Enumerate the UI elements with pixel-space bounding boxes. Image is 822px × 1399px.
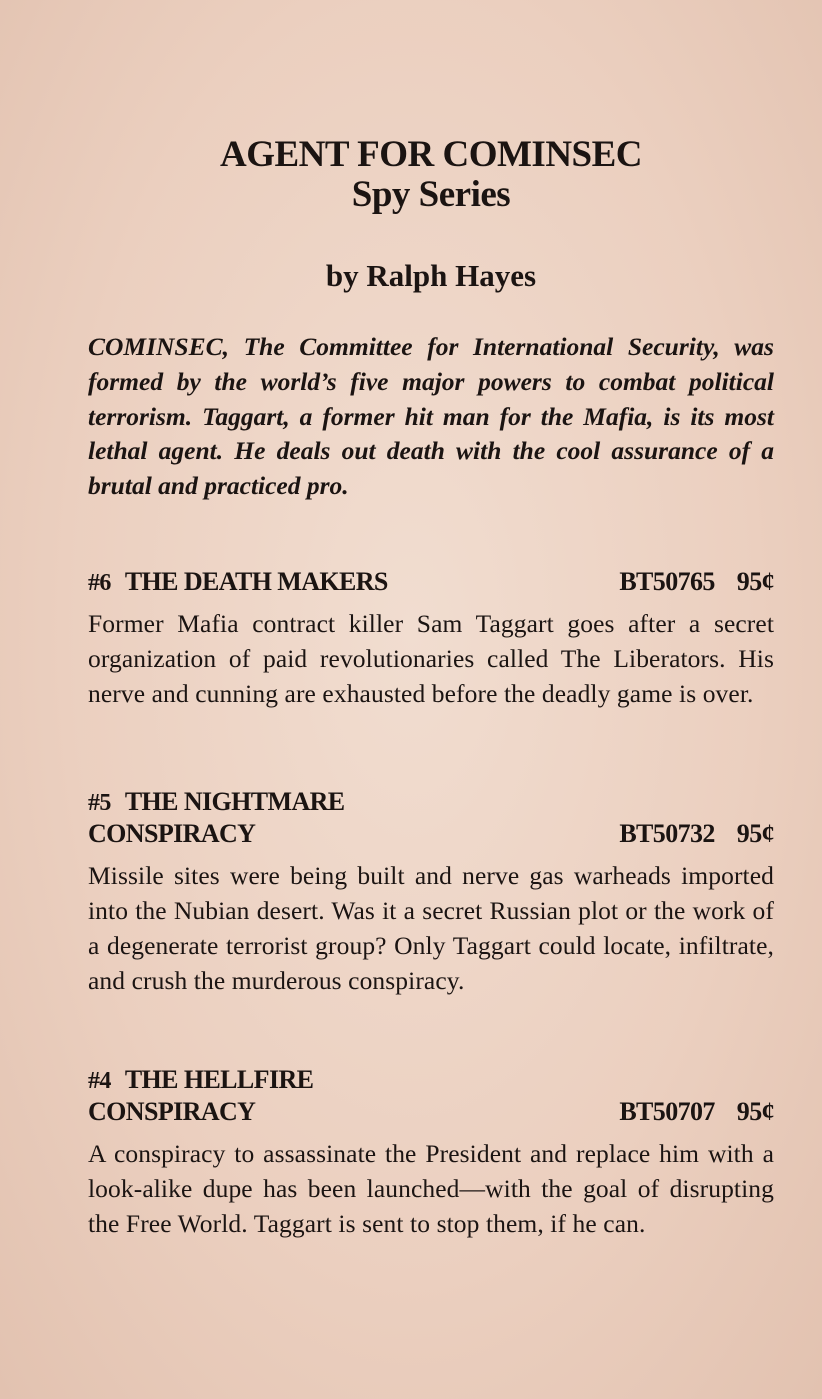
book-code: BT50765 (619, 567, 715, 596)
book-heading (88, 786, 774, 850)
book-title-line1: THE HELLFIRE (124, 1065, 314, 1094)
book-entry-5 (88, 786, 774, 998)
book-description: A conspiracy to assassinate the President and replace him with a look-alike dupe has been launched—with the goal of disrupting the Free World. Taggart is sent to stop them, if he can. (88, 1139, 774, 1238)
book-price: 95¢ (736, 1097, 774, 1126)
book-price: 95¢ (736, 567, 774, 596)
book-title-line2: CONSPIRACY (88, 819, 256, 848)
author-line: by Ralph Hayes (325, 258, 537, 293)
series-heading (88, 135, 774, 215)
series-intro: COMINSEC, The Committee for International Security, was formed by the world’s five major powers to combat political terrorism. Taggart, a former hit man for the Mafia, is its most lethal agent. He deals out death with the cool assurance of a brutal and practiced pro. (88, 332, 774, 501)
book-number: #4 (88, 1068, 111, 1094)
book-heading (88, 1064, 774, 1128)
book-heading (88, 566, 774, 598)
book-number: #5 (88, 790, 111, 816)
book-description: Former Mafia contract killer Sam Taggart goes after a secret organization of paid revolutionaries called The Liberators. His nerve and cunning are exhausted before the deadly game is over. (88, 609, 774, 708)
book-number: #6 (88, 570, 111, 596)
book-title-line1: THE NIGHTMARE (124, 787, 345, 816)
book-description: Missile sites were being built and nerve gas warheads imported into the Nubian desert. Was it a secret Russian plot or the work of a degenerate terrorist group? Only Taggart could locate, infiltrate, and crush the murderous conspiracy. (88, 861, 774, 995)
book-code: BT50732 (619, 819, 715, 848)
book-title: THE DEATH MAKERS (124, 567, 388, 596)
series-subtitle: Spy Series (351, 174, 511, 215)
book-entry-4 (88, 1064, 774, 1241)
book-code: BT50707 (619, 1097, 715, 1126)
book-title-line2: CONSPIRACY (88, 1097, 256, 1126)
book-entry-6 (88, 566, 774, 711)
series-title: AGENT FOR COMINSEC (219, 134, 643, 175)
book-price: 95¢ (736, 819, 774, 848)
